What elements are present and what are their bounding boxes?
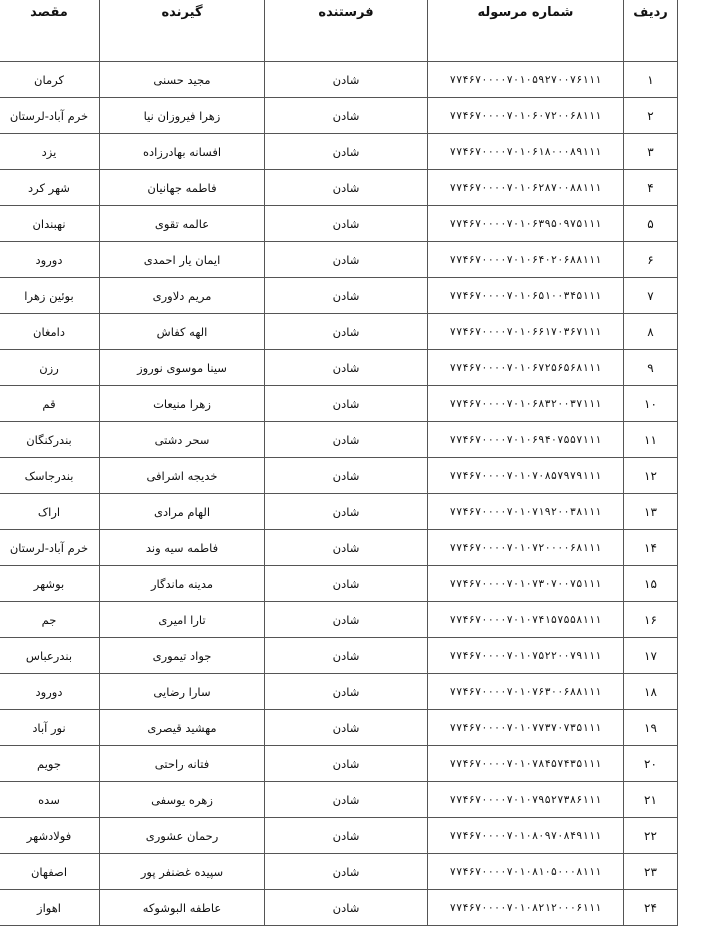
receiver-cell: سینا موسوی نوروز bbox=[100, 350, 265, 386]
row-number-cell: ۲۴ bbox=[624, 890, 678, 926]
destination-cell: بندرجاسک bbox=[0, 458, 100, 494]
sender-cell: شادن bbox=[265, 566, 428, 602]
tracking-number-cell: ۷۷۴۶۷۰۰۰۰۷۰۱۰۸۱۰۵۰۰۰۸۱۱۱ bbox=[428, 854, 624, 890]
table-row bbox=[0, 350, 678, 386]
table-body bbox=[0, 62, 678, 926]
row-number-cell: ۹ bbox=[624, 350, 678, 386]
table-row bbox=[0, 170, 678, 206]
table-row bbox=[0, 746, 678, 782]
receiver-cell: مریم دلاوری bbox=[100, 278, 265, 314]
receiver-cell: مهشید قیصری bbox=[100, 710, 265, 746]
tracking-number-cell: ۷۷۴۶۷۰۰۰۰۷۰۱۰۷۷۳۷۰۷۳۵۱۱۱ bbox=[428, 710, 624, 746]
row-number-cell: ۱۴ bbox=[624, 530, 678, 566]
receiver-cell: مدینه ماندگار bbox=[100, 566, 265, 602]
row-number-cell: ۶ bbox=[624, 242, 678, 278]
sender-cell: شادن bbox=[265, 530, 428, 566]
destination-cell: نهبندان bbox=[0, 206, 100, 242]
receiver-cell: الهام مرادی bbox=[100, 494, 265, 530]
table-row bbox=[0, 638, 678, 674]
receiver-cell: مجید حسنی bbox=[100, 62, 265, 98]
header-destination: مقصد bbox=[0, 0, 100, 62]
receiver-cell: ایمان یار احمدی bbox=[100, 242, 265, 278]
row-number-cell: ۱۲ bbox=[624, 458, 678, 494]
row-number-cell: ۳ bbox=[624, 134, 678, 170]
tracking-number-cell: ۷۷۴۶۷۰۰۰۰۷۰۱۰۶۹۴۰۷۵۵۷۱۱۱ bbox=[428, 422, 624, 458]
receiver-cell: سپیده غضنفر پور bbox=[100, 854, 265, 890]
table-row bbox=[0, 854, 678, 890]
destination-cell: بندرکنگان bbox=[0, 422, 100, 458]
destination-cell: اهواز bbox=[0, 890, 100, 926]
receiver-cell: رحمان عشوری bbox=[100, 818, 265, 854]
table-row bbox=[0, 278, 678, 314]
table-row bbox=[0, 386, 678, 422]
table-row bbox=[0, 242, 678, 278]
destination-cell: یزد bbox=[0, 134, 100, 170]
tracking-number-cell: ۷۷۴۶۷۰۰۰۰۷۰۱۰۸۰۹۷۰۸۴۹۱۱۱ bbox=[428, 818, 624, 854]
sender-cell: شادن bbox=[265, 818, 428, 854]
row-number-cell: ۷ bbox=[624, 278, 678, 314]
destination-cell: خرم آباد-لرستان bbox=[0, 98, 100, 134]
table-row bbox=[0, 98, 678, 134]
header-sender: فرستنده bbox=[265, 0, 428, 62]
tracking-number-cell: ۷۷۴۶۷۰۰۰۰۷۰۱۰۶۴۰۲۰۶۸۸۱۱۱ bbox=[428, 242, 624, 278]
table-row bbox=[0, 62, 678, 98]
receiver-cell: سارا رضایی bbox=[100, 674, 265, 710]
table-row bbox=[0, 530, 678, 566]
tracking-number-cell: ۷۷۴۶۷۰۰۰۰۷۰۱۰۶۵۱۰۰۳۴۵۱۱۱ bbox=[428, 278, 624, 314]
row-number-cell: ۱۰ bbox=[624, 386, 678, 422]
destination-cell: اصفهان bbox=[0, 854, 100, 890]
sender-cell: شادن bbox=[265, 854, 428, 890]
sender-cell: شادن bbox=[265, 602, 428, 638]
receiver-cell: عاطفه البوشوکه bbox=[100, 890, 265, 926]
table-row bbox=[0, 134, 678, 170]
destination-cell: خرم آباد-لرستان bbox=[0, 530, 100, 566]
row-number-cell: ۲۱ bbox=[624, 782, 678, 818]
sender-cell: شادن bbox=[265, 638, 428, 674]
row-number-cell: ۴ bbox=[624, 170, 678, 206]
tracking-number-cell: ۷۷۴۶۷۰۰۰۰۷۰۱۰۶۳۹۵۰۹۷۵۱۱۱ bbox=[428, 206, 624, 242]
destination-cell: رزن bbox=[0, 350, 100, 386]
receiver-cell: عالمه تقوی bbox=[100, 206, 265, 242]
sender-cell: شادن bbox=[265, 494, 428, 530]
row-number-cell: ۱۱ bbox=[624, 422, 678, 458]
tracking-number-cell: ۷۷۴۶۷۰۰۰۰۷۰۱۰۷۴۱۵۷۵۵۸۱۱۱ bbox=[428, 602, 624, 638]
row-number-cell: ۱۵ bbox=[624, 566, 678, 602]
header-tracking-number: شماره مرسوله bbox=[428, 0, 624, 62]
tracking-number-cell: ۷۷۴۶۷۰۰۰۰۷۰۱۰۷۱۹۲۰۰۳۸۱۱۱ bbox=[428, 494, 624, 530]
row-number-cell: ۱۶ bbox=[624, 602, 678, 638]
row-number-cell: ۱ bbox=[624, 62, 678, 98]
table-row bbox=[0, 674, 678, 710]
sender-cell: شادن bbox=[265, 746, 428, 782]
sender-cell: شادن bbox=[265, 890, 428, 926]
row-number-cell: ۸ bbox=[624, 314, 678, 350]
tracking-number-cell: ۷۷۴۶۷۰۰۰۰۷۰۱۰۶۸۳۲۰۰۳۷۱۱۱ bbox=[428, 386, 624, 422]
tracking-number-cell: ۷۷۴۶۷۰۰۰۰۷۰۱۰۶۱۸۰۰۰۸۹۱۱۱ bbox=[428, 134, 624, 170]
sender-cell: شادن bbox=[265, 170, 428, 206]
sender-cell: شادن bbox=[265, 782, 428, 818]
sender-cell: شادن bbox=[265, 710, 428, 746]
sender-cell: شادن bbox=[265, 422, 428, 458]
destination-cell: جویم bbox=[0, 746, 100, 782]
tracking-number-cell: ۷۷۴۶۷۰۰۰۰۷۰۱۰۷۸۴۵۷۴۳۵۱۱۱ bbox=[428, 746, 624, 782]
table-row bbox=[0, 782, 678, 818]
sender-cell: شادن bbox=[265, 674, 428, 710]
destination-cell: جم bbox=[0, 602, 100, 638]
sender-cell: شادن bbox=[265, 350, 428, 386]
destination-cell: فولادشهر bbox=[0, 818, 100, 854]
sender-cell: شادن bbox=[265, 278, 428, 314]
receiver-cell: زهرا منیعات bbox=[100, 386, 265, 422]
sender-cell: شادن bbox=[265, 134, 428, 170]
destination-cell: شهر کرد bbox=[0, 170, 100, 206]
tracking-number-cell: ۷۷۴۶۷۰۰۰۰۷۰۱۰۷۳۰۷۰۰۷۵۱۱۱ bbox=[428, 566, 624, 602]
sender-cell: شادن bbox=[265, 98, 428, 134]
destination-cell: دامغان bbox=[0, 314, 100, 350]
destination-cell: اراک bbox=[0, 494, 100, 530]
row-number-cell: ۱۳ bbox=[624, 494, 678, 530]
destination-cell: بوئین زهرا bbox=[0, 278, 100, 314]
receiver-cell: فاطمه سیه وند bbox=[100, 530, 265, 566]
row-number-cell: ۲۳ bbox=[624, 854, 678, 890]
receiver-cell: زهرا فیروزان نیا bbox=[100, 98, 265, 134]
receiver-cell: زهره یوسفی bbox=[100, 782, 265, 818]
tracking-number-cell: ۷۷۴۶۷۰۰۰۰۷۰۱۰۸۲۱۲۰۰۰۶۱۱۱ bbox=[428, 890, 624, 926]
sender-cell: شادن bbox=[265, 458, 428, 494]
table-row bbox=[0, 818, 678, 854]
tracking-number-cell: ۷۷۴۶۷۰۰۰۰۷۰۱۰۶۲۸۷۰۰۸۸۱۱۱ bbox=[428, 170, 624, 206]
destination-cell: بوشهر bbox=[0, 566, 100, 602]
table-row bbox=[0, 710, 678, 746]
receiver-cell: تارا امیری bbox=[100, 602, 265, 638]
destination-cell: دورود bbox=[0, 674, 100, 710]
row-number-cell: ۱۷ bbox=[624, 638, 678, 674]
table-row bbox=[0, 494, 678, 530]
sender-cell: شادن bbox=[265, 206, 428, 242]
header-row-number: ردیف bbox=[624, 0, 678, 62]
destination-cell: دورود bbox=[0, 242, 100, 278]
receiver-cell: سحر دشتی bbox=[100, 422, 265, 458]
sender-cell: شادن bbox=[265, 242, 428, 278]
tracking-number-cell: ۷۷۴۶۷۰۰۰۰۷۰۱۰۷۲۰۰۰۰۶۸۱۱۱ bbox=[428, 530, 624, 566]
sender-cell: شادن bbox=[265, 62, 428, 98]
receiver-cell: افسانه بهادرزاده bbox=[100, 134, 265, 170]
table-row bbox=[0, 602, 678, 638]
receiver-cell: خدیجه اشرافی bbox=[100, 458, 265, 494]
table-row bbox=[0, 566, 678, 602]
destination-cell: بندرعباس bbox=[0, 638, 100, 674]
receiver-cell: جواد تیموری bbox=[100, 638, 265, 674]
row-number-cell: ۲۰ bbox=[624, 746, 678, 782]
receiver-cell: فتانه راحتی bbox=[100, 746, 265, 782]
table-row bbox=[0, 206, 678, 242]
sender-cell: شادن bbox=[265, 314, 428, 350]
table-row bbox=[0, 422, 678, 458]
tracking-number-cell: ۷۷۴۶۷۰۰۰۰۷۰۱۰۶۶۱۷۰۳۶۷۱۱۱ bbox=[428, 314, 624, 350]
tracking-number-cell: ۷۷۴۶۷۰۰۰۰۷۰۱۰۵۹۲۷۰۰۷۶۱۱۱ bbox=[428, 62, 624, 98]
header-receiver: گیرنده bbox=[100, 0, 265, 62]
tracking-number-cell: ۷۷۴۶۷۰۰۰۰۷۰۱۰۷۰۸۵۷۹۷۹۱۱۱ bbox=[428, 458, 624, 494]
row-number-cell: ۲۲ bbox=[624, 818, 678, 854]
tracking-number-cell: ۷۷۴۶۷۰۰۰۰۷۰۱۰۷۶۳۰۰۶۸۸۱۱۱ bbox=[428, 674, 624, 710]
tracking-number-cell: ۷۷۴۶۷۰۰۰۰۷۰۱۰۶۷۲۵۶۵۶۸۱۱۱ bbox=[428, 350, 624, 386]
tracking-number-cell: ۷۷۴۶۷۰۰۰۰۷۰۱۰۷۵۲۲۰۰۷۹۱۱۱ bbox=[428, 638, 624, 674]
header-row bbox=[0, 0, 678, 62]
tracking-number-cell: ۷۷۴۶۷۰۰۰۰۷۰۱۰۶۰۷۲۰۰۶۸۱۱۱ bbox=[428, 98, 624, 134]
row-number-cell: ۱۹ bbox=[624, 710, 678, 746]
destination-cell: کرمان bbox=[0, 62, 100, 98]
sender-cell: شادن bbox=[265, 386, 428, 422]
table-row bbox=[0, 890, 678, 926]
row-number-cell: ۵ bbox=[624, 206, 678, 242]
table-row bbox=[0, 314, 678, 350]
row-number-cell: ۲ bbox=[624, 98, 678, 134]
destination-cell: سده bbox=[0, 782, 100, 818]
table-row bbox=[0, 458, 678, 494]
tracking-number-cell: ۷۷۴۶۷۰۰۰۰۷۰۱۰۷۹۵۲۷۳۸۶۱۱۱ bbox=[428, 782, 624, 818]
destination-cell: قم bbox=[0, 386, 100, 422]
destination-cell: نور آباد bbox=[0, 710, 100, 746]
receiver-cell: الهه کفاش bbox=[100, 314, 265, 350]
row-number-cell: ۱۸ bbox=[624, 674, 678, 710]
receiver-cell: فاطمه جهانیان bbox=[100, 170, 265, 206]
